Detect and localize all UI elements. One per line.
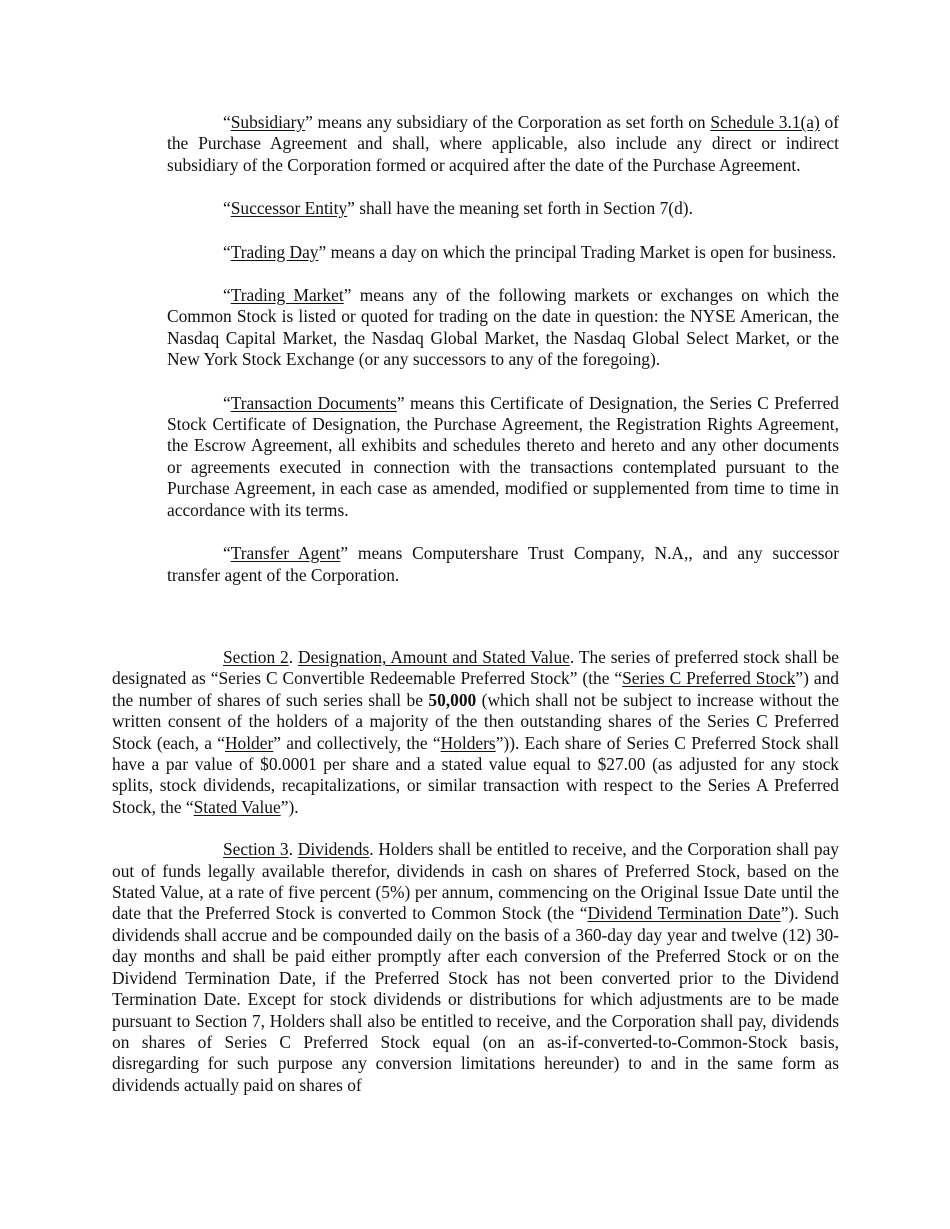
defined-term: Successor Entity — [230, 198, 348, 219]
defined-term: Subsidiary — [230, 112, 306, 132]
schedule-reference: Schedule 3.1(a) — [710, 112, 820, 132]
section-number: Section 3 — [223, 839, 289, 860]
definition-transfer-agent: “Transfer Agent” means Computershare Trust Company, N.A,, and any successor transfer agent of the Corporation. — [167, 543, 839, 585]
sections-block — [112, 647, 839, 1117]
section-2-designation: Section 2. Designation, Amount and Stated Value. The series of preferred stock shall be designated as “Series C Convertible Redeemable Preferred Stock” (the “Series C Preferred Stock”) and the number of shares of such series shall be 50,000 (which shall not be subject to increase without the written consent of the holders of a majority of the then outstanding shares of the Series C Preferred Stock (each, a “Holder” and collectively, the “Holders”)). Each share of Series C Preferred Stock shall have a par value of $0.0001 per share and a stated value equal to $27.00 (as adjusted for any stock splits, stock dividends, recapitalizations, or similar transaction with respect to the Series A Preferred Stock, the “Stated Value”). — [112, 647, 839, 817]
defined-term: Series C Preferred Stock — [622, 668, 796, 689]
definition-transaction-documents: “Transaction Documents” means this Certificate of Designation, the Series C Preferred Stock Certificate of Designation, the Purchase Agreement, the Registration Rights Agreement, the Escrow Agreement, all exhibits and schedules thereto and hereto and any other documents or agreements executed in connection with the transactions contemplated pursuant to the Purchase Agreement, in each case as amended, modified or supplemented from time to time in accordance with its terms. — [167, 392, 839, 520]
defined-term: Holder — [224, 732, 274, 753]
section-3-dividends: Section 3. Dividends. Holders shall be entitled to receive, and the Corporation shall pay out of funds legally available therefor, dividends in cash on shares of Preferred Stock, based on the Stated Value, at a rate of five percent (5%) per annum, commencing on the Original Issue Date until the date that the Preferred Stock is converted to Common Stock (the “Dividend Termination Date”). Such dividends shall accrue and be compounded daily on the basis of a 360-day day year and twelve (12) 30-day months and shall be paid either promptly after each conversion of the Preferred Stock or on the Dividend Termination Date, if the Preferred Stock has not been converted prior to the Dividend Termination Date. Except for stock dividends or distributions for which adjustments are to be made pursuant to Section 7, Holders shall also be entitled to receive, and the Corporation shall pay, dividends on shares of Series C Preferred Stock equal (on an as-if-converted-to-Common-Stock basis, disregarding for such purpose any conversion limitations hereunder) to and in the same form as dividends actually paid on shares of — [112, 839, 839, 1095]
defined-term: Trading Day — [230, 241, 319, 262]
defined-term: Holders — [440, 732, 496, 753]
section-heading: Designation, Amount and Stated Value — [298, 647, 570, 667]
defined-term: Trading Market — [230, 285, 344, 306]
definition-subsidiary: “Subsidiary” means any subsidiary of the Corporation as set forth on Schedule 3.1(a) of the Purchase Agreement and shall, where applicable, also include any direct or indirect subsidiary of the Corporation formed or acquired after the date of the Purchase Agreement. — [167, 112, 839, 175]
defined-term: Transaction Documents — [230, 392, 397, 413]
definition-trading-day: “Trading Day” means a day on which the principal Trading Market is open for business. — [223, 241, 837, 262]
defined-term: Stated Value — [193, 796, 281, 817]
defined-term: Dividend Termination Date — [587, 903, 781, 924]
section-heading: Dividends — [297, 839, 370, 860]
definitions-block — [167, 112, 839, 608]
section-number: Section 2 — [223, 647, 289, 667]
share-count: 50,000 — [428, 689, 477, 710]
defined-term: Transfer Agent — [230, 543, 341, 564]
definition-successor-entity: “Successor Entity” shall have the meaning set forth in Section 7(d). — [223, 198, 693, 219]
definition-trading-market: “Trading Market” means any of the following markets or exchanges on which the Common Stock is listed or quoted for trading on the date in question: the NYSE American, the Nasdaq Capital Market, the Nasdaq Global Market, the Nasdaq Global Select Market, or the New York Stock Exchange (or any successors to any of the foregoing). — [167, 285, 839, 370]
